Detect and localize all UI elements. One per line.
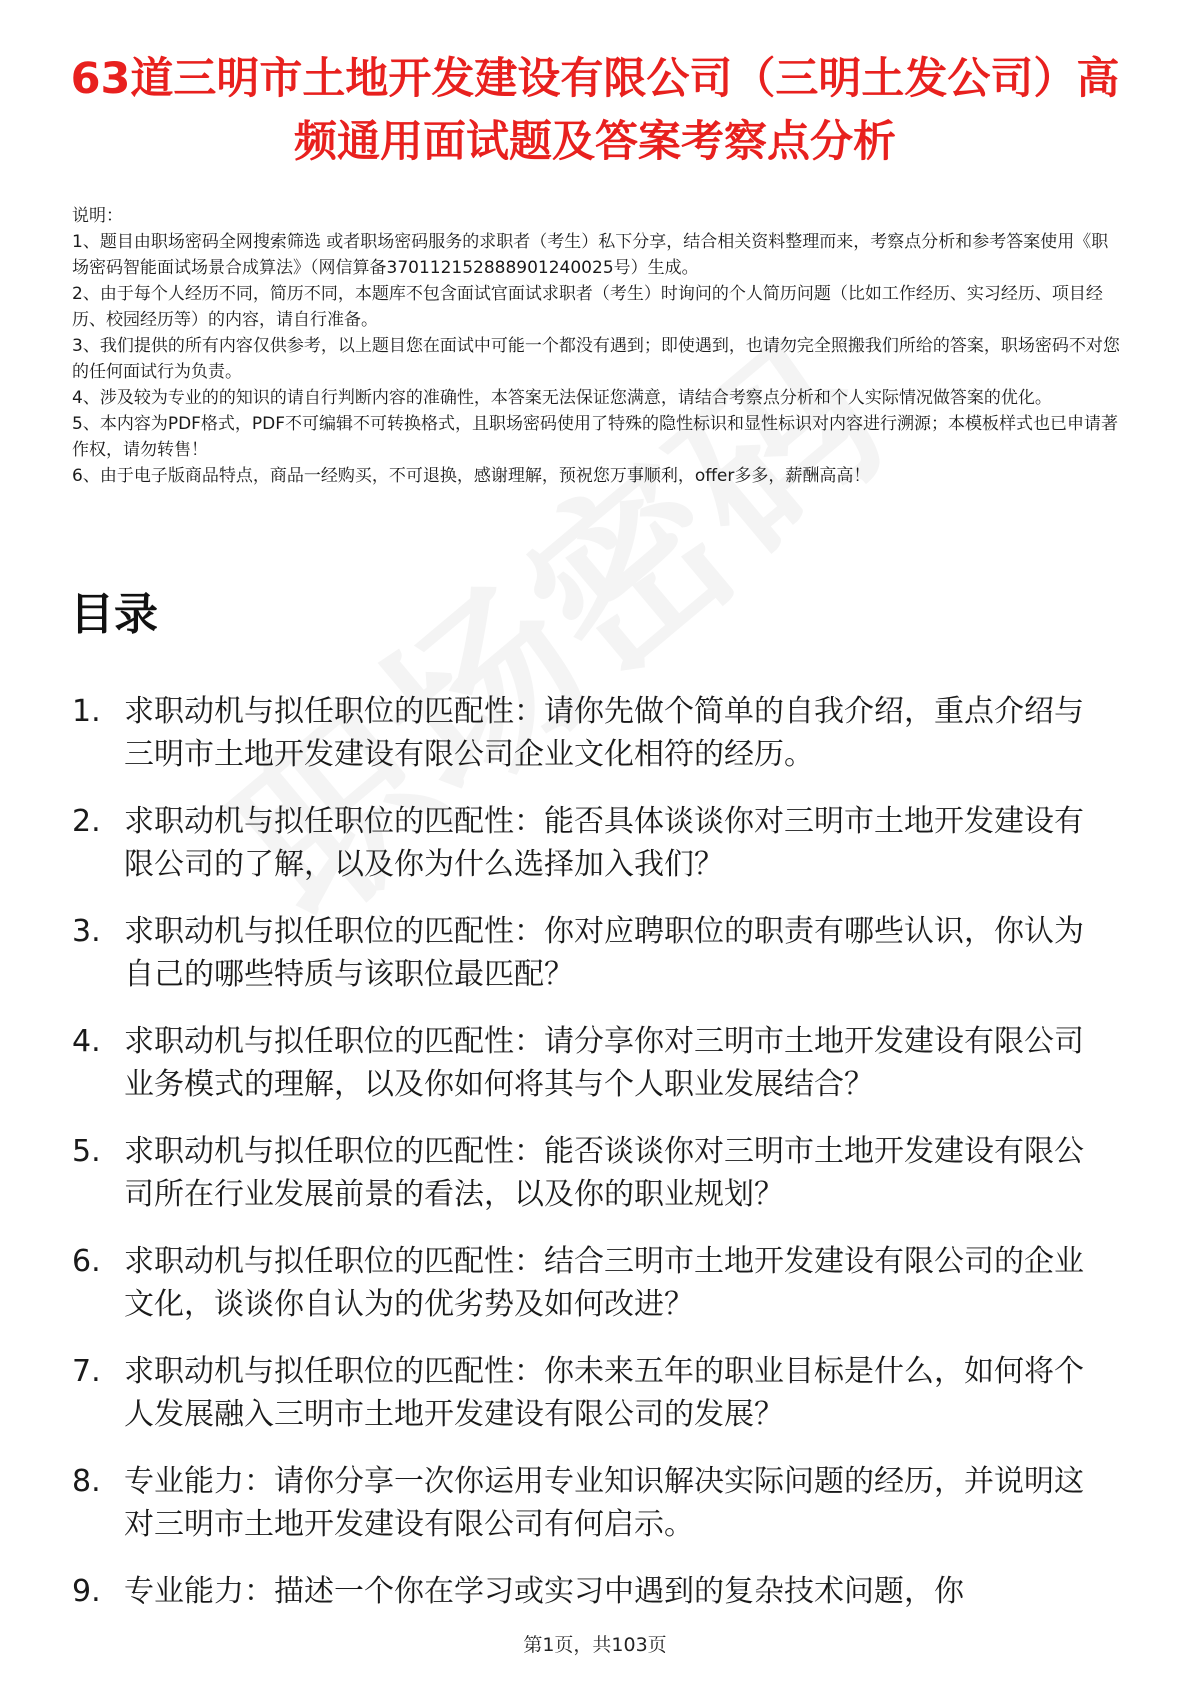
toc-item[interactable]	[72, 1130, 1112, 1216]
toc-item[interactable]	[72, 800, 1112, 886]
note-item: 2、由于每个人经历不同，简历不同，本题库不包含面试官面试求职者（考生）时询问的个人简历问题（比如工作经历、实习经历、项目经历、校园经历等）的内容，请自行准备。	[72, 284, 1103, 330]
toc-item[interactable]	[72, 1570, 1112, 1613]
toc-item-text: 求职动机与拟任职位的匹配性：请你先做个简单的自我介绍，重点介绍与三明市土地开发建设有限公司企业文化相符的经历。	[124, 694, 1084, 772]
note-item: 4、涉及较为专业的的知识的请自行判断内容的准确性，本答案无法保证您满意，请结合考察点分析和个人实际情况做答案的优化。	[72, 388, 1052, 408]
toc-item-text: 专业能力：描述一个你在学习或实习中遇到的复杂技术问题，你	[124, 1574, 964, 1609]
notes-section	[72, 203, 1120, 489]
toc-item[interactable]	[72, 910, 1112, 996]
note-item: 6、由于电子版商品特点，商品一经购买，不可退换，感谢理解，预祝您万事顺利，offer多多，薪酬高高！	[72, 466, 871, 486]
note-item: 1、题目由职场密码全网搜索筛选 或者职场密码服务的求职者（考生）私下分享，结合相关资料整理而来，考察点分析和参考答案使用《职场密码智能面试场景合成算法》（网信算备370112152888901240025号）生成。	[72, 232, 1109, 278]
toc-item-number: 6.	[72, 1244, 101, 1279]
toc-item[interactable]	[72, 690, 1112, 776]
toc-item-number: 2.	[72, 804, 101, 839]
toc-item-number: 8.	[72, 1464, 101, 1499]
note-item: 3、我们提供的所有内容仅供参考，以上题目您在面试中可能一个都没有遇到；即使遇到，也请勿完全照搬我们所给的答案，职场密码不对您的任何面试行为负责。	[72, 336, 1120, 382]
document-title: 63道三明市土地开发建设有限公司（三明土发公司）高频通用面试题及答案考察点分析	[70, 54, 1120, 167]
toc-item-number: 4.	[72, 1024, 101, 1059]
toc-item-text: 求职动机与拟任职位的匹配性：你未来五年的职业目标是什么，如何将个人发展融入三明市土地开发建设有限公司的发展？	[124, 1354, 1084, 1432]
toc-item-number: 1.	[72, 694, 101, 729]
page-footer: 第1页，共103页	[523, 1634, 667, 1656]
toc-item-number: 7.	[72, 1354, 101, 1389]
toc-item[interactable]	[72, 1240, 1112, 1326]
toc-item[interactable]	[72, 1020, 1112, 1106]
toc-item-text: 专业能力：请你分享一次你运用专业知识解决实际问题的经历，并说明这对三明市土地开发建设有限公司有何启示。	[124, 1464, 1084, 1542]
toc-item-text: 求职动机与拟任职位的匹配性：能否谈谈你对三明市土地开发建设有限公司所在行业发展前景的看法，以及你的职业规划？	[124, 1134, 1084, 1212]
toc-item[interactable]	[72, 1350, 1112, 1436]
notes-label: 说明：	[72, 206, 123, 226]
note-item: 5、本内容为PDF格式，PDF不可编辑不可转换格式，且职场密码使用了特殊的隐性标识和显性标识对内容进行溯源；本模板样式也已申请著作权，请勿转售！	[72, 414, 1119, 460]
toc-item-number: 9.	[72, 1574, 101, 1609]
toc-item[interactable]	[72, 1460, 1112, 1546]
toc-item-number: 3.	[72, 914, 101, 949]
toc-item-text: 求职动机与拟任职位的匹配性：结合三明市土地开发建设有限公司的企业文化，谈谈你自认为的优劣势及如何改进？	[124, 1244, 1084, 1322]
toc-item-number: 5.	[72, 1134, 101, 1169]
toc-item-text: 求职动机与拟任职位的匹配性：请分享你对三明市土地开发建设有限公司业务模式的理解，以及你如何将其与个人职业发展结合？	[124, 1024, 1084, 1102]
toc-list	[72, 690, 1112, 1637]
toc-item-text: 求职动机与拟任职位的匹配性：能否具体谈谈你对三明市土地开发建设有限公司的了解，以及你为什么选择加入我们？	[124, 804, 1084, 882]
toc-item-text: 求职动机与拟任职位的匹配性：你对应聘职位的职责有哪些认识，你认为自己的哪些特质与该职位最匹配？	[124, 914, 1084, 992]
toc-heading: 目录	[70, 589, 158, 640]
